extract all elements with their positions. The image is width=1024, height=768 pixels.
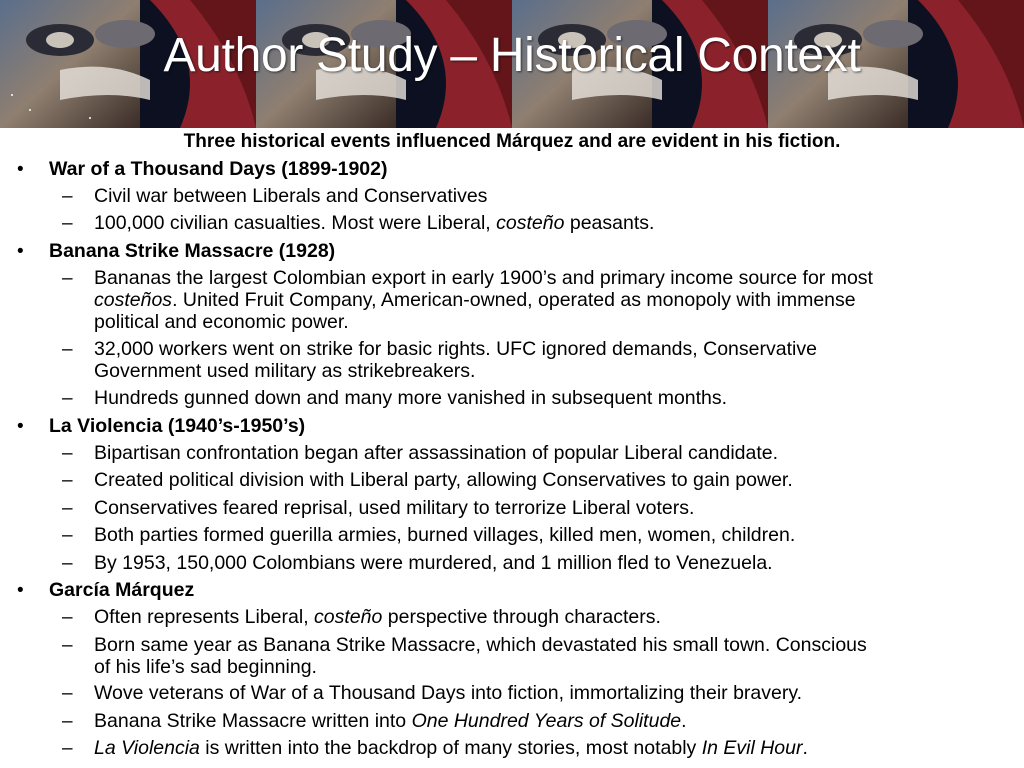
- slide-intro: Three historical events influenced Márquez and are evident in his fiction.: [183, 131, 841, 152]
- dash-icon: –: [62, 553, 73, 574]
- list-item: Hundreds gunned down and many more vanished in subsequent months.: [94, 387, 728, 409]
- dash-icon: –: [62, 738, 73, 759]
- dash-icon: –: [62, 470, 73, 491]
- dash-icon: –: [62, 213, 73, 234]
- list-item: Civil war between Liberals and Conservatives: [94, 185, 488, 207]
- section-heading: García Márquez: [49, 579, 195, 601]
- list-item-line: Born same year as Banana Strike Massacre, which devastated his small town. Conscious: [94, 634, 867, 656]
- list-item-line: political and economic power.: [94, 311, 349, 333]
- section-heading: Banana Strike Massacre (1928): [49, 240, 336, 262]
- slide-body: [0, 128, 1024, 768]
- section-heading: War of a Thousand Days (1899-1902): [49, 158, 388, 180]
- dash-icon: –: [62, 268, 73, 289]
- dash-icon: –: [62, 498, 73, 519]
- dash-icon: –: [62, 635, 73, 656]
- dash-icon: –: [62, 186, 73, 207]
- list-item: Conservatives feared reprisal, used military to terrorize Liberal voters.: [94, 497, 695, 519]
- header-banner: [0, 0, 1024, 128]
- list-item: Wove veterans of War of a Thousand Days into fiction, immortalizing their bravery.: [94, 682, 803, 704]
- bullet-icon: •: [17, 159, 24, 180]
- section-heading: La Violencia (1940’s-1950’s): [49, 415, 306, 437]
- list-item: 100,000 civilian casualties. Most were Liberal, costeño peasants.: [94, 212, 655, 234]
- list-item: Often represents Liberal, costeño perspective through characters.: [94, 606, 661, 628]
- list-item-line: Government used military as strikebreakers.: [94, 360, 476, 382]
- dash-icon: –: [62, 711, 73, 732]
- bullet-icon: •: [17, 580, 24, 601]
- dash-icon: –: [62, 607, 73, 628]
- dash-icon: –: [62, 443, 73, 464]
- dash-icon: –: [62, 388, 73, 409]
- dash-icon: –: [62, 683, 73, 704]
- list-item-line: costeños. United Fruit Company, American-owned, operated as monopoly with immense: [94, 289, 856, 311]
- list-item: La Violencia is written into the backdrop of many stories, most notably In Evil Hour.: [94, 737, 808, 759]
- dash-icon: –: [62, 525, 73, 546]
- bullet-icon: •: [17, 241, 24, 262]
- list-item: Created political division with Liberal party, allowing Conservatives to gain power.: [94, 469, 793, 491]
- list-item: Bipartisan confrontation began after assassination of popular Liberal candidate.: [94, 442, 779, 464]
- list-item-line: of his life’s sad beginning.: [94, 656, 317, 678]
- list-item: Banana Strike Massacre written into One Hundred Years of Solitude.: [94, 710, 687, 732]
- list-item-line: Bananas the largest Colombian export in early 1900’s and primary income source for most: [94, 267, 873, 289]
- slide-title: Author Study – Historical Context: [163, 29, 861, 82]
- dash-icon: –: [62, 339, 73, 360]
- list-item-line: 32,000 workers went on strike for basic rights. UFC ignored demands, Conservative: [94, 338, 817, 360]
- list-item: By 1953, 150,000 Colombians were murdered, and 1 million fled to Venezuela.: [94, 552, 773, 574]
- list-item: Both parties formed guerilla armies, burned villages, killed men, women, children.: [94, 524, 796, 546]
- bullet-icon: •: [17, 416, 24, 437]
